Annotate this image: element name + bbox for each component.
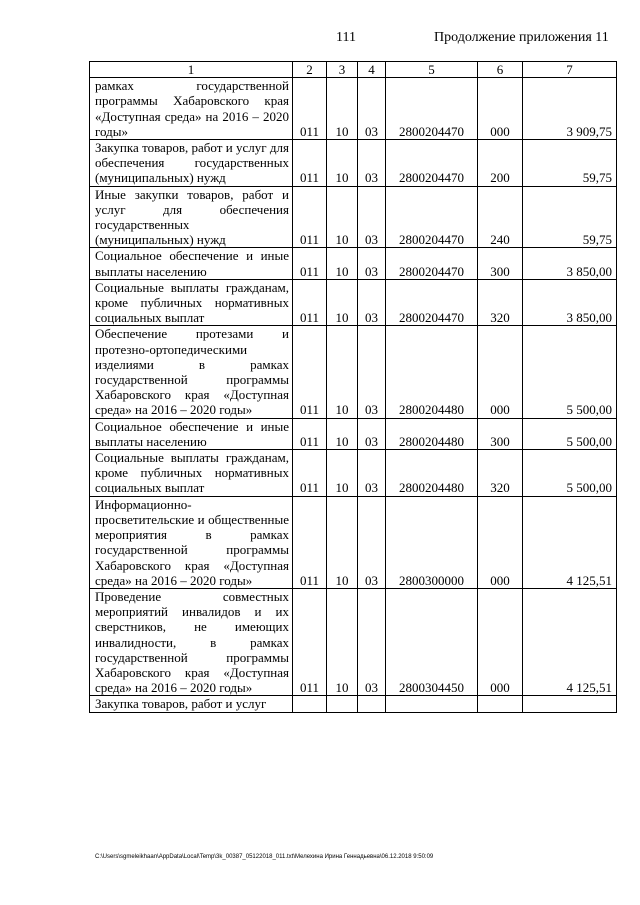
target-article-code: 2800304450 <box>386 588 478 695</box>
target-article-code: 2800204470 <box>386 279 478 326</box>
subsection-code: 03 <box>358 418 386 449</box>
section-code: 10 <box>327 326 358 418</box>
column-header-3: 3 <box>327 62 358 78</box>
subsection-code: 03 <box>358 326 386 418</box>
amount: 4 125,51 <box>523 588 617 695</box>
row-description: Проведение совместных мероприятий инвалидов и их сверстников, не имеющих инвалидности, в рамках государственной программы Хабаровского края «Доступная среда» на 2016 – 2020 годы» <box>90 588 293 695</box>
section-code <box>327 696 358 712</box>
subsection-code: 03 <box>358 496 386 588</box>
section-code: 10 <box>327 78 358 140</box>
section-code: 10 <box>327 450 358 497</box>
section-code: 10 <box>327 186 358 248</box>
target-article-code: 2800204480 <box>386 418 478 449</box>
budget-table <box>89 61 617 713</box>
row-description: Закупка товаров, работ и услуг для обеспечения государственных (муниципальных) нужд <box>90 140 293 187</box>
column-header-1: 1 <box>90 62 293 78</box>
amount <box>523 696 617 712</box>
target-article-code <box>386 696 478 712</box>
row-description: Социальные выплаты гражданам, кроме публичных нормативных социальных выплат <box>90 450 293 497</box>
expense-type-code: 240 <box>478 186 523 248</box>
target-article-code: 2800204470 <box>386 248 478 279</box>
target-article-code: 2800204470 <box>386 186 478 248</box>
table-body <box>90 78 617 712</box>
amount: 3 850,00 <box>523 279 617 326</box>
expense-type-code: 320 <box>478 450 523 497</box>
page-number: 111 <box>336 30 356 45</box>
table-row <box>90 279 617 326</box>
expense-type-code: 300 <box>478 418 523 449</box>
expense-type-code: 000 <box>478 496 523 588</box>
ministry-code: 011 <box>293 279 327 326</box>
row-description: рамках государственной программы Хабаровского края «Доступная среда» на 2016 – 2020 годы» <box>90 78 293 140</box>
expense-type-code: 320 <box>478 279 523 326</box>
row-description: Информационно-просветительские и общественные мероприятия в рамках государственной программы Хабаровского края «Доступная среда» на 2016 – 2020 годы» <box>90 496 293 588</box>
subsection-code: 03 <box>358 186 386 248</box>
table-row <box>90 418 617 449</box>
table-row <box>90 496 617 588</box>
column-header-2: 2 <box>293 62 327 78</box>
ministry-code: 011 <box>293 78 327 140</box>
ministry-code: 011 <box>293 140 327 187</box>
subsection-code: 03 <box>358 78 386 140</box>
amount: 3 850,00 <box>523 248 617 279</box>
amount: 5 500,00 <box>523 418 617 449</box>
table-row <box>90 140 617 187</box>
row-description: Закупка товаров, работ и услуг <box>90 696 293 712</box>
expense-type-code: 300 <box>478 248 523 279</box>
expense-type-code: 000 <box>478 326 523 418</box>
table-row <box>90 450 617 497</box>
section-code: 10 <box>327 248 358 279</box>
subsection-code: 03 <box>358 140 386 187</box>
target-article-code: 2800204480 <box>386 326 478 418</box>
subsection-code: 03 <box>358 248 386 279</box>
table-row <box>90 248 617 279</box>
section-code: 10 <box>327 418 358 449</box>
table-row <box>90 326 617 418</box>
ministry-code: 011 <box>293 418 327 449</box>
table-row <box>90 78 617 140</box>
table-row <box>90 186 617 248</box>
column-header-6: 6 <box>478 62 523 78</box>
amount: 59,75 <box>523 140 617 187</box>
ministry-code: 011 <box>293 326 327 418</box>
expense-type-code <box>478 696 523 712</box>
section-code: 10 <box>327 140 358 187</box>
row-description: Социальные выплаты гражданам, кроме публичных нормативных социальных выплат <box>90 279 293 326</box>
ministry-code: 011 <box>293 450 327 497</box>
column-header-7: 7 <box>523 62 617 78</box>
column-header-5: 5 <box>386 62 478 78</box>
subsection-code: 03 <box>358 450 386 497</box>
row-description: Социальное обеспечение и иные выплаты населению <box>90 248 293 279</box>
subsection-code <box>358 696 386 712</box>
subsection-code: 03 <box>358 279 386 326</box>
appendix-continuation-note: Продолжение приложения 11 <box>434 30 609 45</box>
footer-file-path: C:\Users\sgmeleikhaan\AppData\Local\Temp\3k_00387_05122018_011.txt\Мелехина Ирина Геннадьевна\06.12.2018 9:50:09 <box>95 854 434 860</box>
amount: 3 909,75 <box>523 78 617 140</box>
ministry-code: 011 <box>293 248 327 279</box>
subsection-code: 03 <box>358 588 386 695</box>
table-header <box>90 62 617 78</box>
section-code: 10 <box>327 588 358 695</box>
amount: 5 500,00 <box>523 326 617 418</box>
target-article-code: 2800300000 <box>386 496 478 588</box>
target-article-code: 2800204470 <box>386 78 478 140</box>
amount: 5 500,00 <box>523 450 617 497</box>
row-description: Иные закупки товаров, работ и услуг для обеспечения государственных (муниципальных) нужд <box>90 186 293 248</box>
ministry-code: 011 <box>293 588 327 695</box>
section-code: 10 <box>327 279 358 326</box>
expense-type-code: 200 <box>478 140 523 187</box>
row-description: Обеспечение протезами и протезно-ортопедическими изделиями в рамках государственной программы Хабаровского края «Доступная среда» на 2016 – 2020 годы» <box>90 326 293 418</box>
expense-type-code: 000 <box>478 78 523 140</box>
ministry-code: 011 <box>293 496 327 588</box>
table-row <box>90 588 617 695</box>
amount: 4 125,51 <box>523 496 617 588</box>
target-article-code: 2800204470 <box>386 140 478 187</box>
table-row <box>90 696 617 712</box>
expense-type-code: 000 <box>478 588 523 695</box>
amount: 59,75 <box>523 186 617 248</box>
row-description: Социальное обеспечение и иные выплаты населению <box>90 418 293 449</box>
target-article-code: 2800204480 <box>386 450 478 497</box>
header-row <box>90 62 617 78</box>
section-code: 10 <box>327 496 358 588</box>
column-header-4: 4 <box>358 62 386 78</box>
ministry-code <box>293 696 327 712</box>
ministry-code: 011 <box>293 186 327 248</box>
